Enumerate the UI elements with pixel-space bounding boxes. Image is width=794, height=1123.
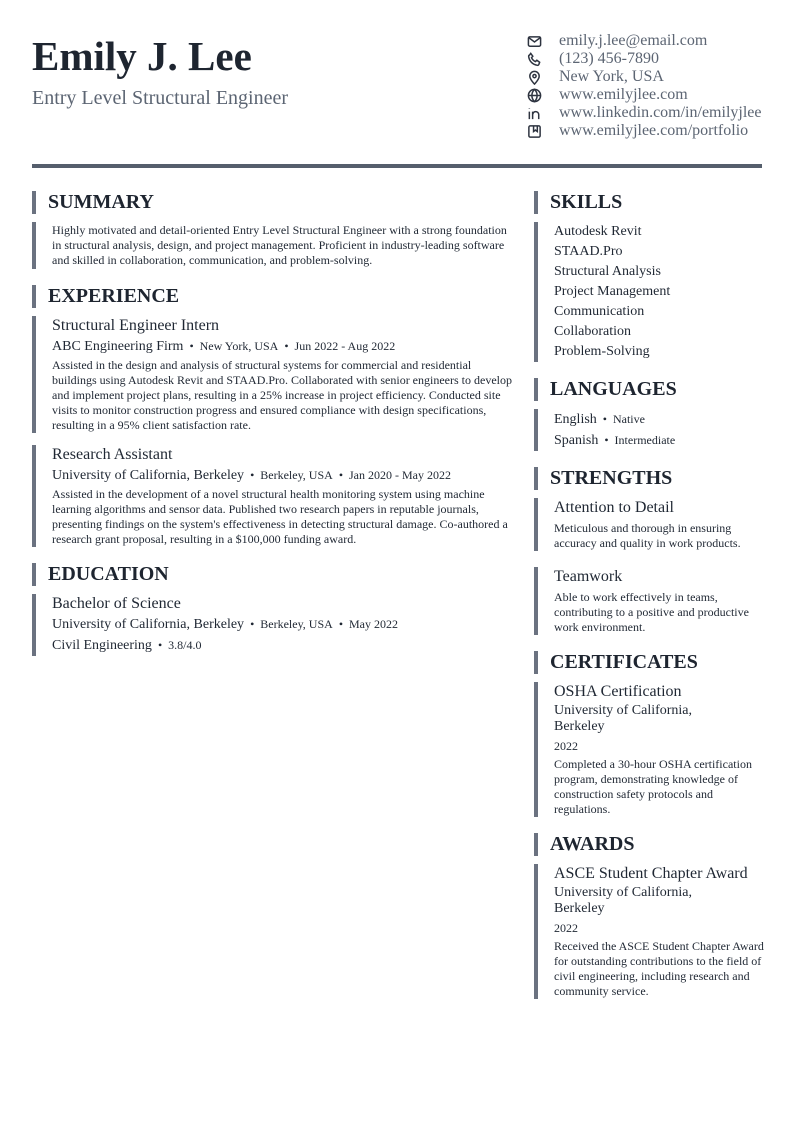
certificate-description: Completed a 30-hour OSHA certification program, demonstrating knowledge of construction safety protocols and regulations. — [554, 757, 752, 816]
experience-item — [32, 445, 512, 547]
language-name: Spanish — [554, 433, 599, 448]
job-organization: ABC Engineering Firm — [52, 339, 184, 354]
contact-portfolio[interactable] — [526, 122, 761, 140]
experience-item — [32, 316, 512, 433]
candidate-title: Entry Level Structural Engineer — [32, 87, 289, 109]
contact-email-text: emily.j.lee@email.com — [559, 32, 708, 49]
skill-item: Project Management — [554, 284, 671, 299]
skill-item: Communication — [554, 304, 645, 319]
summary-text: Highly motivated and detail-oriented Entry Level Structural Engineer with a strong foundation in structural analysis, design, and project management. Proficient in industry-leading software and skilled in collaboration, communication, and problem-solving. — [52, 223, 507, 267]
contact-linkedin[interactable] — [526, 104, 761, 122]
skill-item: STAAD.Pro — [554, 244, 623, 259]
certificates-heading: CERTIFICATES — [534, 651, 764, 674]
awards-heading: AWARDS — [534, 833, 764, 856]
job-location: Berkeley, USA — [260, 468, 333, 482]
award-date: 2022 — [554, 921, 578, 935]
degree: Bachelor of Science — [52, 595, 181, 612]
graduation-date: May 2022 — [349, 617, 399, 631]
strength-item — [534, 498, 764, 551]
contact-list — [526, 32, 761, 140]
separator-dot: • — [338, 617, 344, 631]
job-location: New York, USA — [199, 339, 279, 353]
separator-dot: • — [338, 468, 344, 482]
phone-icon — [526, 51, 542, 67]
separator-dot: • — [250, 617, 255, 631]
skill-item: Collaboration — [554, 324, 631, 339]
mail-icon — [526, 33, 542, 49]
summary-section — [32, 222, 512, 269]
contact-website-text: www.emilyjlee.com — [559, 86, 688, 103]
job-meta — [52, 465, 512, 486]
language-item — [554, 409, 764, 430]
contact-email[interactable] — [526, 32, 761, 50]
candidate-name: Emily J. Lee — [32, 33, 252, 79]
education-field — [52, 635, 512, 656]
right-column — [534, 191, 764, 1015]
linkedin-icon — [526, 105, 542, 121]
job-dates: Jan 2020 - May 2022 — [349, 468, 452, 482]
job-title: Research Assistant — [52, 446, 173, 463]
certificate-item — [534, 682, 764, 817]
skill-item: Autodesk Revit — [554, 224, 642, 239]
contact-linkedin-text: www.linkedin.com/in/emilyjlee — [559, 104, 762, 121]
separator-dot: • — [157, 638, 163, 652]
contact-portfolio-text: www.emilyjlee.com/portfolio — [559, 122, 749, 139]
languages-list — [534, 409, 764, 451]
separator-dot: • — [284, 339, 289, 353]
separator-dot: • — [602, 412, 607, 426]
skills-heading: SKILLS — [534, 191, 764, 214]
certificate-title: OSHA Certification — [554, 683, 682, 700]
school-location: Berkeley, USA — [260, 617, 333, 631]
language-name: English — [554, 412, 597, 427]
education-meta — [52, 614, 512, 635]
job-meta — [52, 336, 512, 357]
language-level: Intermediate — [614, 433, 676, 447]
job-dates: Jun 2022 - Aug 2022 — [294, 339, 396, 353]
job-organization: University of California, Berkeley — [52, 468, 245, 483]
contact-website[interactable] — [526, 86, 761, 104]
education-item — [32, 594, 512, 656]
summary-heading: SUMMARY — [32, 191, 512, 214]
language-level: Native — [612, 412, 645, 426]
award-description: Received the ASCE Student Chapter Award for outstanding contributions to the field of civil engineering, including research and community service. — [554, 939, 764, 998]
left-column — [32, 191, 512, 672]
resume-header — [32, 30, 762, 150]
globe-icon — [526, 87, 542, 103]
portfolio-icon — [526, 123, 542, 139]
certificate-issuer: University of California, Berkeley — [554, 703, 693, 734]
header-divider — [32, 164, 762, 168]
certificate-date: 2022 — [554, 739, 578, 753]
school: University of California, Berkeley — [52, 617, 245, 632]
strengths-heading: STRENGTHS — [534, 467, 764, 490]
award-issuer: University of California, Berkeley — [554, 885, 693, 916]
separator-dot: • — [250, 468, 255, 482]
location-icon — [526, 69, 542, 85]
award-title: ASCE Student Chapter Award — [554, 865, 748, 882]
skills-list — [534, 222, 764, 362]
separator-dot: • — [604, 433, 609, 447]
strength-description: Meticulous and thorough in ensuring accuracy and quality in work products. — [554, 521, 741, 550]
strength-title: Attention to Detail — [554, 499, 674, 516]
contact-phone-text: (123) 456-7890 — [559, 50, 659, 67]
separator-dot: • — [189, 339, 194, 353]
award-item — [534, 864, 764, 999]
skill-item: Problem-Solving — [554, 344, 650, 359]
languages-heading: LANGUAGES — [534, 378, 764, 401]
strength-description: Able to work effectively in teams, contributing to a positive and productive work environment. — [554, 590, 749, 634]
contact-phone[interactable] — [526, 50, 761, 68]
job-title: Structural Engineer Intern — [52, 317, 220, 334]
job-description: Assisted in the design and analysis of structural systems for commercial and residential buildings using Autodesk Revit and STAAD.Pro. Collaborated with senior engineers to develop and implement project plans, resulting in a 25% increase in project efficiency. Conducted site visits to monitor construction progress and ensured compliance with design specifications, resulting in a 95% client satisfaction rate. — [52, 358, 512, 432]
major: Civil Engineering — [52, 638, 152, 653]
strength-title: Teamwork — [554, 568, 623, 585]
education-heading: EDUCATION — [32, 563, 512, 586]
strength-item — [534, 567, 764, 635]
gpa: 3.8/4.0 — [168, 638, 202, 652]
experience-heading: EXPERIENCE — [32, 285, 512, 308]
job-description: Assisted in the development of a novel structural health monitoring system using machine learning algorithms and sensor data. Published two research papers in reputable journals, presenting findings on the system's effectiveness in detecting structural damage. Co-authored a research grant proposal, resulting in a $100,000 funding award. — [52, 487, 508, 546]
contact-location-text: New York, USA — [559, 68, 664, 85]
language-item — [554, 430, 764, 451]
contact-location — [526, 68, 761, 86]
skill-item: Structural Analysis — [554, 264, 661, 279]
